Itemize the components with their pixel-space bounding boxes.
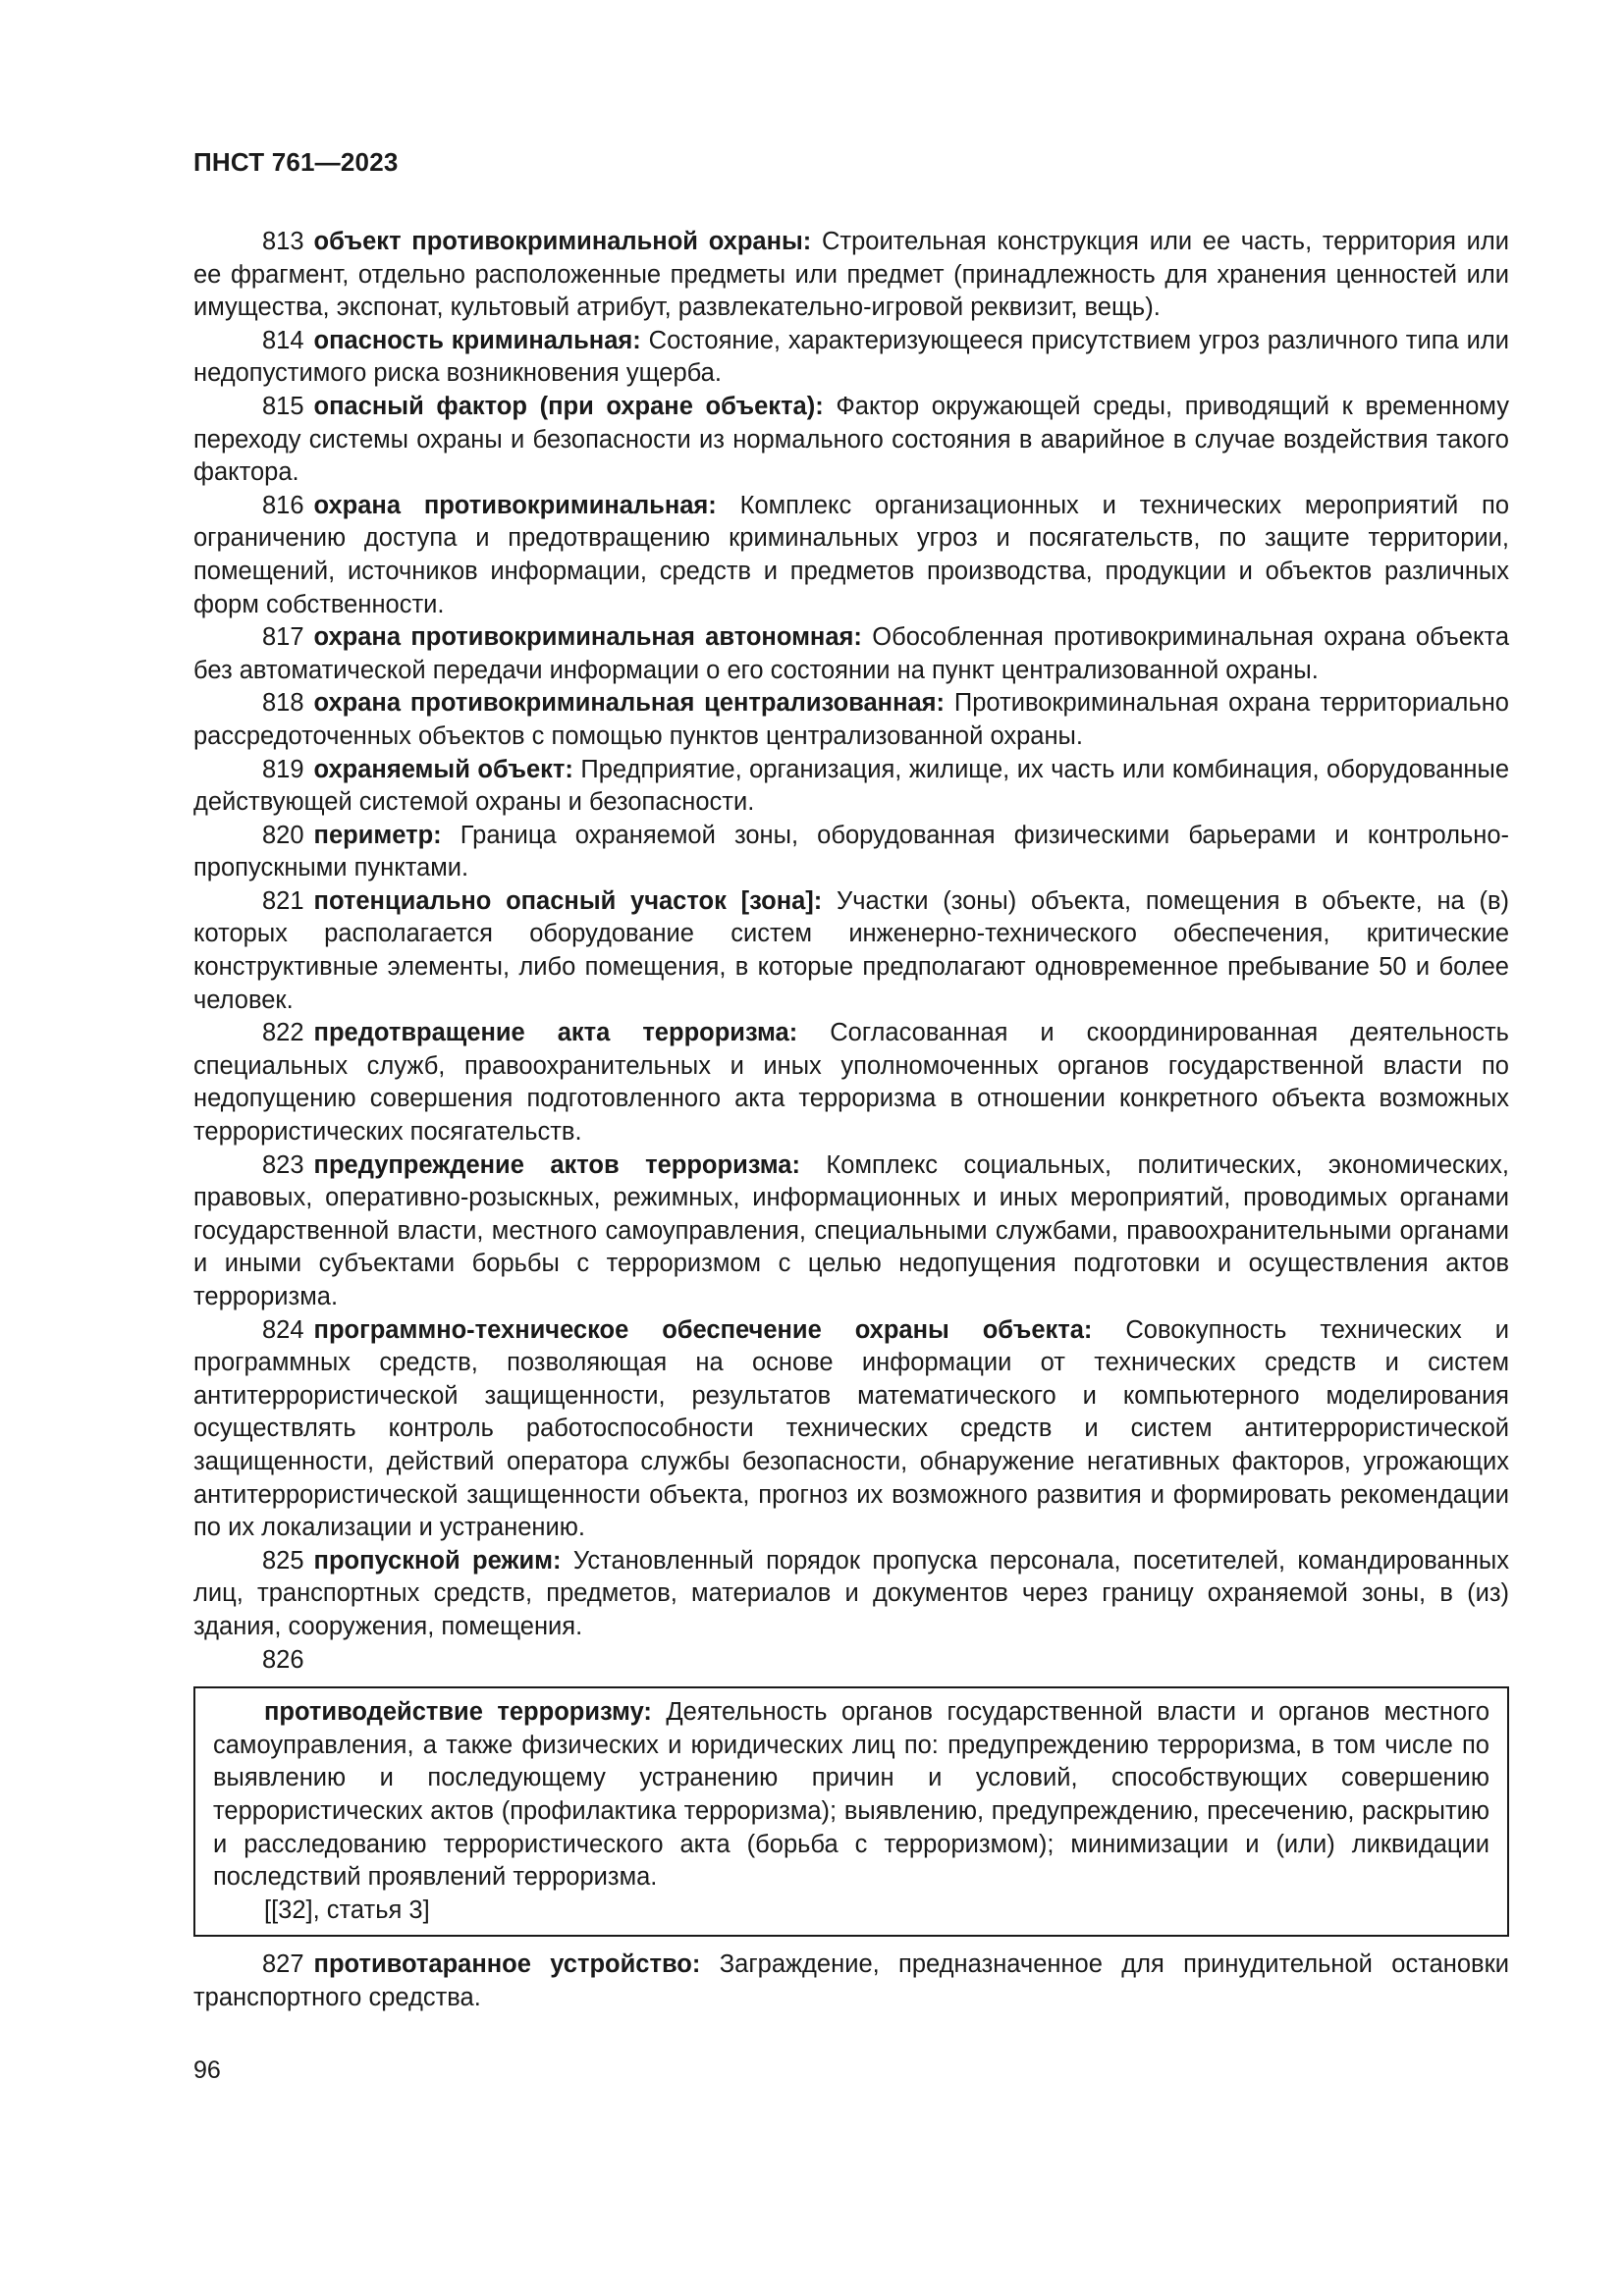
document-code-header: ПНСТ 761—2023 bbox=[193, 147, 399, 177]
term-definition: Комплекс социальных, политических, экономических, правовых, оперативно-розыскных, режимных, информационных и иных мероприятий, проводимых органами государственной власти, местного самоуправления, специальными службами, правоохранительными органами и иными субъектами борьбы с терроризмом с целью недопущения подготовки и осуществления актов терроризма. bbox=[193, 1150, 1509, 1310]
term-number: 817 bbox=[262, 623, 304, 652]
term-entry-824 bbox=[193, 1314, 1509, 1545]
term-name: пропускной режим: bbox=[313, 1546, 562, 1575]
term-entry-818 bbox=[193, 687, 1509, 753]
term-entry-819 bbox=[193, 754, 1509, 820]
term-number: 815 bbox=[262, 392, 304, 420]
term-source-reference: [[32], статья 3] bbox=[264, 1896, 430, 1924]
term-name: программно-техническое обеспечение охраны объекта: bbox=[313, 1315, 1093, 1344]
term-name: предотвращение акта терроризма: bbox=[313, 1019, 798, 1047]
term-name: опасный фактор (при охране объекта): bbox=[313, 392, 824, 420]
term-definition: Фактор окружающей среды, приводящий к временному переходу системы охраны и безопасности из нормального состояния в аварийное в случае воздействия такого фактора. bbox=[193, 392, 1509, 487]
term-definition: Участки (зоны) объекта, помещения в объекте, на (в) которых располагается оборудование систем инженерно-технического обеспечения, критические конструктивные элементы, либо помещения, в которые предполагают одновременное пребывание 50 и более человек. bbox=[193, 886, 1509, 1014]
term-number: 827 bbox=[262, 1950, 304, 1979]
term-entry-817 bbox=[193, 621, 1509, 687]
term-name: объект противокриминальной охраны: bbox=[313, 228, 812, 255]
term-name: противодействие терроризму: bbox=[264, 1698, 652, 1727]
term-definition: Комплекс организационных и технических мероприятий по ограничению доступа и предотвращению криминальных угроз и посягательств, по защите территории, помещений, источников информации, средств и предметов производства, продукции и объектов различных форм собственности. bbox=[193, 491, 1509, 618]
terms-list bbox=[193, 226, 1509, 2014]
term-number: 813 bbox=[262, 228, 304, 255]
term-definition: Согласованная и скоординированная деятельность специальных служб, правоохранительных и иных уполномоченных органов государственной власти по недопущению совершения подготовленного акта терроризма в отношении конкретного объекта возможных террористических посягательств. bbox=[193, 1019, 1509, 1147]
term-name: охрана противокриминальная автономная: bbox=[313, 623, 862, 652]
term-entry-827 bbox=[193, 1949, 1509, 2014]
term-definition: Совокупность технических и программных средств, позволяющая на основе информации от технических средств и систем антитеррористической защищенности, результатов математического и компьютерного моделирования осуществлять контроль работоспособности технических средств и систем антитеррористической защищенности, действий оператора службы безопасности, обнаружение негативных факторов, угрожающих антитеррористической защищенности объекта, прогноз их возможного развития и формировать рекомендации по их локализации и устранению. bbox=[193, 1315, 1509, 1542]
term-entry-826 bbox=[213, 1696, 1489, 1895]
term-entry-816 bbox=[193, 490, 1509, 621]
term-definition: Предприятие, организация, жилище, их часть или комбинация, оборудованные действующей системой охраны и безопасности. bbox=[193, 755, 1510, 817]
term-definition: Обособленная противокриминальная охрана объекта без автоматической передачи информации о его состоянии на пункт централизованной охраны. bbox=[193, 623, 1510, 684]
term-number: 814 bbox=[262, 326, 304, 354]
term-name: предупреждение актов терроризма: bbox=[313, 1150, 800, 1179]
term-entry-823 bbox=[193, 1149, 1509, 1314]
term-number: 816 bbox=[262, 491, 304, 519]
term-entry-813 bbox=[193, 226, 1509, 325]
term-definition: Граница охраняемой зоны, оборудованная физическими барьерами и контрольно-пропускными пунктами. bbox=[193, 821, 1509, 882]
term-definition: Установленный порядок пропуска персонала, посетителей, командированных лиц, транспортных средств, предметов, материалов и документов через границу охраняемой зоны, в (из) здания, сооружения, помещения. bbox=[193, 1546, 1509, 1640]
term-name: охрана противокриминальная: bbox=[313, 491, 717, 519]
term-number: 818 bbox=[262, 689, 304, 718]
term-name: опасность криминальная: bbox=[313, 326, 641, 354]
term-entry-815 bbox=[193, 391, 1509, 490]
term-name: противотаранное устройство: bbox=[313, 1950, 701, 1979]
page-number: 96 bbox=[193, 2056, 221, 2084]
term-number: 823 bbox=[262, 1150, 304, 1179]
term-number: 825 bbox=[262, 1546, 304, 1575]
term-number: 821 bbox=[262, 886, 304, 915]
term-definition: Строительная конструкция или ее часть, территория или ее фрагмент, отдельно расположенные предметы или предмет (принадлежность для хранения ценностей или имущества, экспонат, культовый атрибут, развлекательно-игровой реквизит, вещь). bbox=[193, 228, 1509, 322]
term-number: 819 bbox=[262, 755, 304, 783]
term-number: 824 bbox=[262, 1315, 304, 1344]
term-name: потенциально опасный участок [зона]: bbox=[313, 886, 823, 915]
term-number-826: 826 bbox=[262, 1645, 304, 1674]
term-name: охрана противокриминальная централизованная: bbox=[313, 689, 946, 718]
term-definition: Деятельность органов государственной власти и органов местного самоуправления, а также физических и юридических лиц по: предупреждению терроризма, в том числе по выявлению и последующему устранению причин и условий, способствующих совершению террористических актов (профилактика терроризма); выявлению, предупреждению, пресечению, раскрытию и расследованию террористического акта (борьба с терроризмом); минимизации и (или) ликвидации последствий проявлений терроризма. bbox=[213, 1698, 1490, 1892]
term-number: 822 bbox=[262, 1019, 304, 1047]
term-name: охраняемый объект: bbox=[313, 755, 573, 783]
term-definition: Состояние, характеризующееся присутствием угроз различного типа или недопустимого риска возникновения ущерба. bbox=[193, 326, 1509, 388]
term-entry-820 bbox=[193, 820, 1509, 885]
term-entry-821 bbox=[193, 885, 1509, 1017]
boxed-term-826 bbox=[193, 1686, 1509, 1937]
term-number: 820 bbox=[262, 821, 304, 849]
term-name: периметр: bbox=[313, 821, 442, 849]
term-definition: Противокриминальная охрана территориально рассредоточенных объектов с помощью пунктов централизованной охраны. bbox=[193, 689, 1509, 750]
term-entry-814 bbox=[193, 325, 1509, 391]
term-entry-822 bbox=[193, 1017, 1509, 1148]
term-entry-825 bbox=[193, 1545, 1509, 1644]
term-definition: Заграждение, предназначенное для принудительной остановки транспортного средства. bbox=[193, 1950, 1509, 2011]
